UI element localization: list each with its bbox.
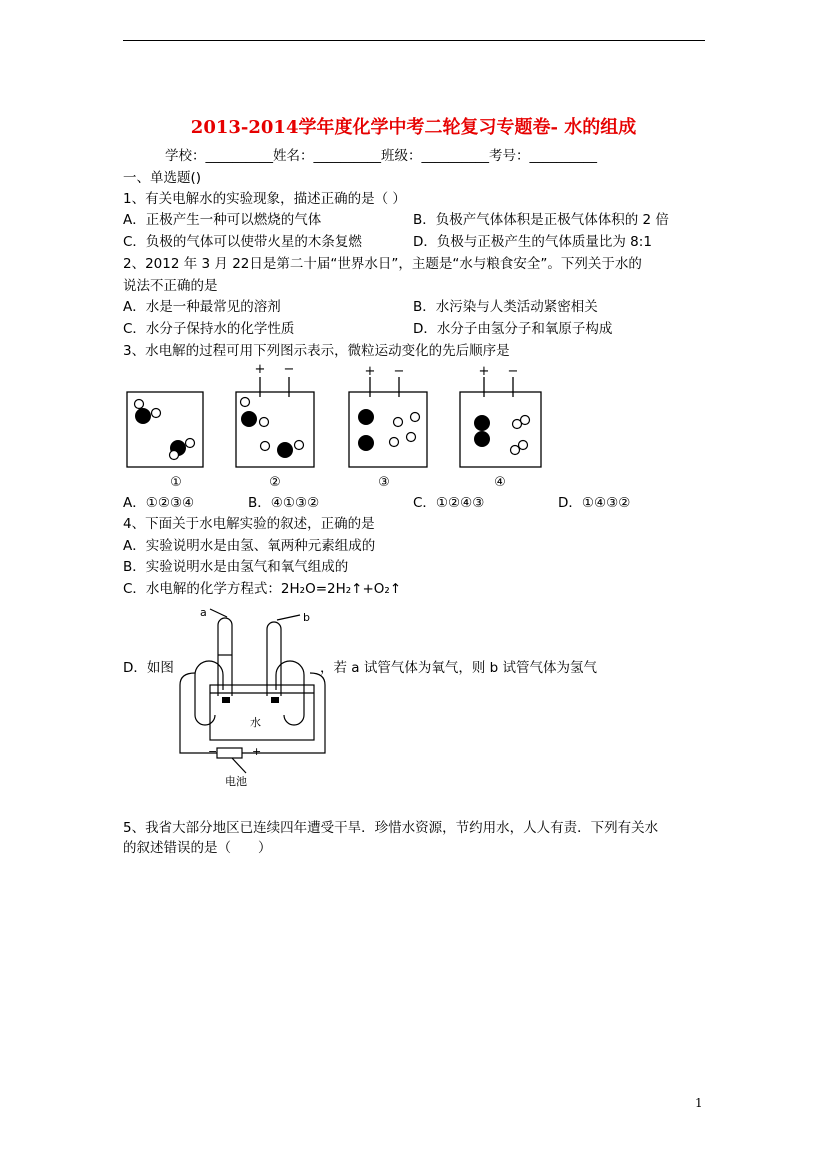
q1-stem: 1、有关电解水的实验现象，描述正确的是（ ）: [123, 191, 406, 207]
q4-option-a: A．实验说明水是由氢、氧两种元素组成的: [123, 538, 376, 554]
minus-sign: −: [283, 362, 295, 377]
section-heading: 一、单选题(): [123, 170, 202, 186]
student-info-line: 学校：__________姓名：__________班级：__________考号：__________: [165, 148, 597, 164]
q3-stem: 3、水电解的过程可用下列图示表示，微粒运动变化的先后顺序是: [123, 343, 510, 359]
figure-label-4: ④: [494, 475, 506, 490]
tube-b-label: b: [303, 611, 310, 624]
page-title: 2013-2014学年度化学中考二轮复习专题卷- 水的组成: [190, 117, 637, 138]
q3-option-b: B．④①③②: [248, 495, 320, 511]
q2-stem: 2、2012 年 3 月 22日是第二十届“世界水日”，主题是“水与粮食安全”。下列关于水的: [123, 256, 642, 272]
figure-label-2: ②: [269, 475, 281, 490]
battery-minus: −: [208, 745, 218, 758]
q2-option-b: B．水污染与人类活动紧密相关: [413, 299, 598, 315]
q2-option-c: C．水分子保持水的化学性质: [123, 321, 295, 337]
q2-option-a: A．水是一种最常见的溶剂: [123, 299, 281, 315]
q4-option-d-post: ，若 a 试管气体为氧气，则 b 试管气体为氢气: [320, 660, 598, 676]
q1-option-c: C．负极的气体可以使带火星的木条复燃: [123, 234, 362, 250]
electrolysis-apparatus-figure: [170, 605, 330, 795]
plus-sign: +: [478, 364, 490, 379]
q1-option-b: B．负极产气体体积是正极气体体积的 2 倍: [413, 212, 669, 228]
minus-sign: −: [393, 364, 405, 379]
q2-stem-cont: 说法不正确的是: [123, 278, 218, 294]
battery-plus: +: [252, 745, 262, 758]
q3-molecule-figures: [120, 360, 550, 495]
q3-option-c: C．①②④③: [413, 495, 485, 511]
page-number: 1: [695, 1096, 703, 1110]
header-rule: [123, 40, 705, 41]
q2-option-d: D．水分子由氢分子和氧原子构成: [413, 321, 613, 337]
q4-option-d-pre: D．如图: [123, 660, 174, 676]
water-label: 水: [250, 716, 261, 729]
q4-stem: 4、下面关于水电解实验的叙述，正确的是: [123, 516, 375, 532]
q4-option-b: B．实验说明水是由氢气和氧气组成的: [123, 559, 349, 575]
figure-label-1: ①: [170, 475, 182, 490]
tube-a-label: a: [200, 606, 207, 619]
q5-stem: 5、我省大部分地区已连续四年遭受干旱．珍惜水资源，节约用水，人人有责．下列有关水: [123, 820, 659, 836]
q1-option-d: D．负极与正极产生的气体质量比为 8:1: [413, 234, 652, 250]
plus-sign: +: [254, 362, 266, 377]
minus-sign: −: [507, 364, 519, 379]
battery-label: 电池: [225, 775, 247, 788]
figure-label-3: ③: [378, 475, 390, 490]
q5-stem-cont: 的叙述错误的是（ ）: [123, 840, 272, 856]
q3-option-d: D．①④③②: [558, 495, 631, 511]
q1-option-a: A．正极产生一种可以燃烧的气体: [123, 212, 322, 228]
q3-option-a: A．①②③④: [123, 495, 195, 511]
plus-sign: +: [364, 364, 376, 379]
q4-option-c: C．水电解的化学方程式：2H₂O=2H₂↑+O₂↑: [123, 581, 402, 597]
